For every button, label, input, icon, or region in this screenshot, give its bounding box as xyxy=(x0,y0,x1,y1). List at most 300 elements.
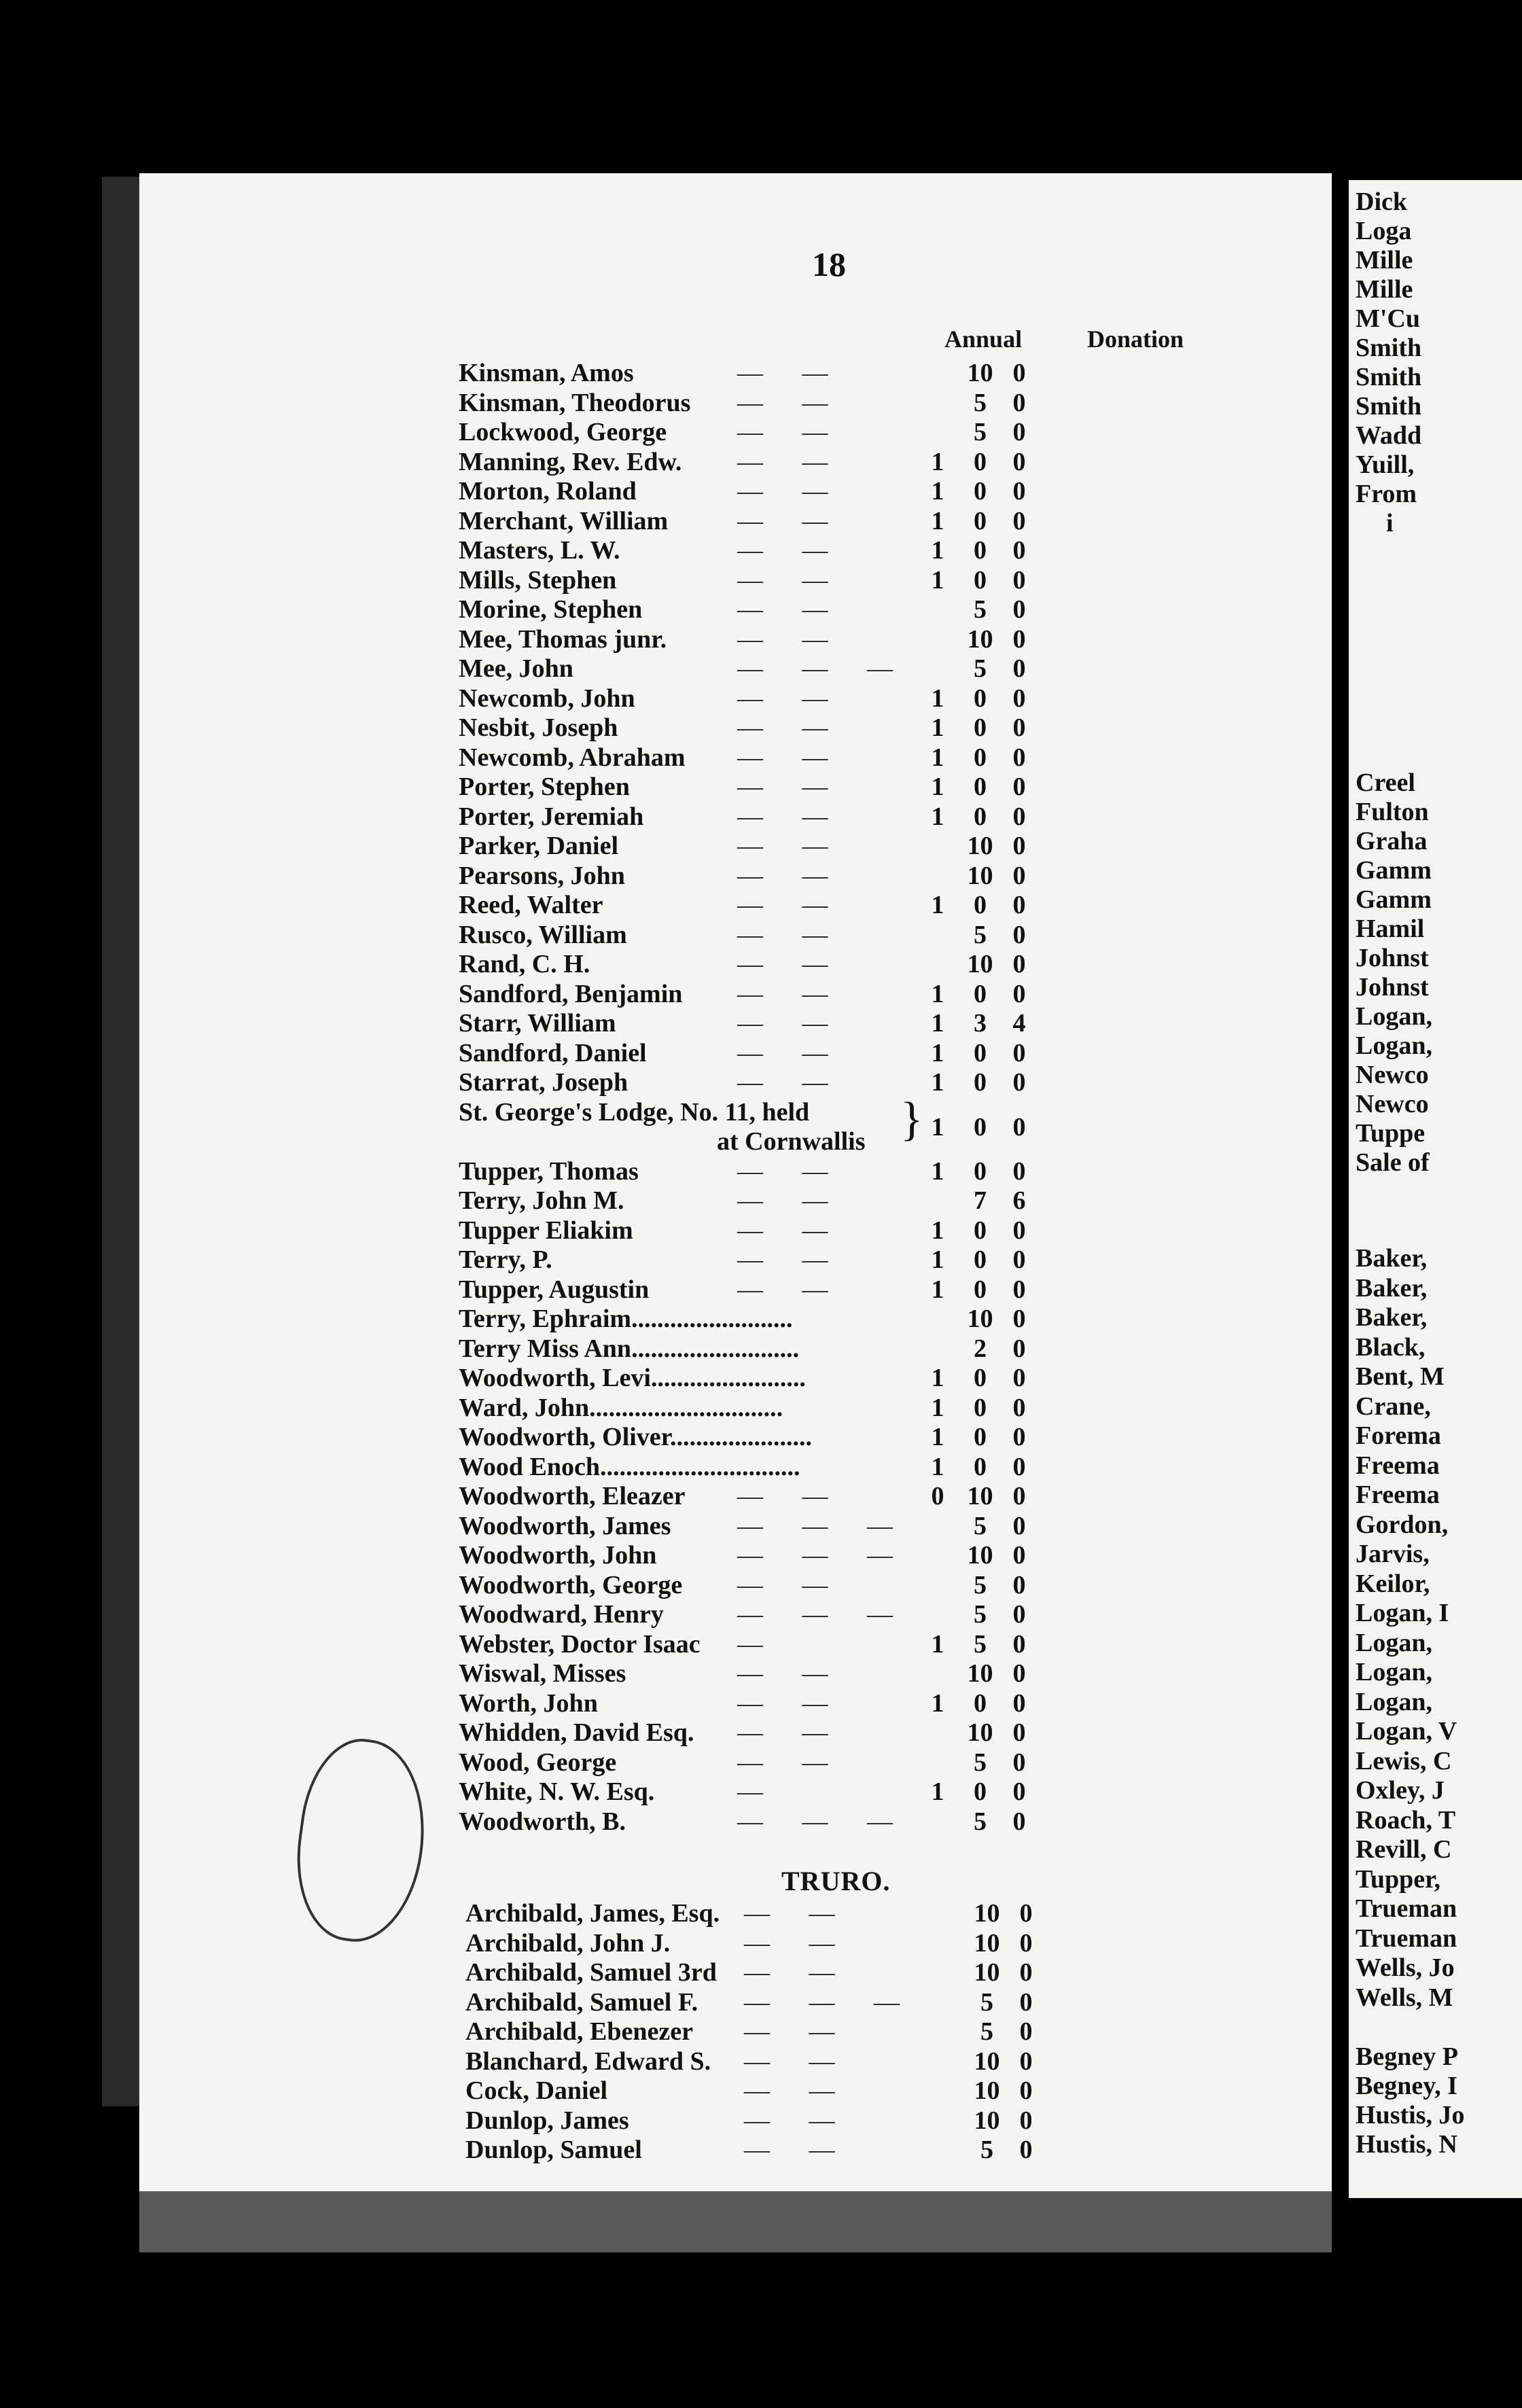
amount-pounds: 1 xyxy=(931,891,944,919)
right-page-entry: Baker, xyxy=(1356,1244,1428,1273)
right-page-fragment xyxy=(1349,180,1522,2198)
right-page-entry: Baker, xyxy=(1356,1273,1428,1303)
amount-pence: 0 xyxy=(1012,506,1026,535)
amount-pounds: 1 xyxy=(931,684,944,713)
subscriber-name: Newcomb, John xyxy=(459,684,635,713)
amount-shillings: 0 xyxy=(974,1038,987,1067)
subscriber-name: Whidden, David Esq. xyxy=(459,1718,694,1747)
right-page-entry: Hustis, N xyxy=(1356,2130,1457,2159)
page-bottom-shadow xyxy=(139,2191,1332,2252)
amount-pence: 0 xyxy=(1012,743,1026,772)
amount-shillings: 5 xyxy=(974,1748,987,1777)
subscriber-name: Sandford, Benjamin xyxy=(459,979,683,1008)
amount-pounds: 1 xyxy=(931,506,944,535)
amount-pence: 0 xyxy=(1012,1156,1026,1186)
subscriber-name: Archibald, Ebenezer xyxy=(465,2017,693,2046)
list-item xyxy=(459,1512,1240,1542)
amount-shillings: 10 xyxy=(967,861,993,890)
amount-pence: 0 xyxy=(1012,773,1026,801)
amount-pence: 0 xyxy=(1012,832,1026,860)
amount-shillings: 10 xyxy=(967,624,993,654)
list-item xyxy=(459,595,1240,625)
leader-dashes: — — — xyxy=(744,1987,916,2017)
leader-dashes: — — xyxy=(744,2076,851,2105)
right-page-entry: Trueman xyxy=(1356,1924,1457,1953)
amount-shillings: 0 xyxy=(974,536,987,565)
amount-pence: 0 xyxy=(1012,713,1026,742)
list-item xyxy=(459,1689,1240,1719)
amount-pence: 6 xyxy=(1012,1186,1026,1215)
amount-pence: 0 xyxy=(1012,565,1026,595)
amount-shillings: 0 xyxy=(974,979,987,1008)
amount-pounds: 1 xyxy=(931,1629,944,1659)
list-item xyxy=(465,1958,1247,1988)
subscriber-name: Terry Miss Ann.......................... xyxy=(459,1334,800,1363)
list-item xyxy=(459,1541,1240,1571)
leader-dashes: — — xyxy=(737,1009,845,1038)
amount-pence: 0 xyxy=(1012,891,1026,919)
amount-pounds: 1 xyxy=(931,1423,944,1451)
amount-shillings: 0 xyxy=(974,506,987,535)
amount-pounds: 1 xyxy=(931,979,944,1008)
right-page-entry: Freema xyxy=(1356,1481,1440,1509)
list-item xyxy=(459,1186,1240,1216)
right-page-entry: Logan, xyxy=(1356,1687,1432,1716)
subscriber-name: Lockwood, George xyxy=(459,418,667,446)
amount-shillings: 5 xyxy=(974,654,987,683)
amount-shillings: 0 xyxy=(974,1452,987,1481)
amount-pounds: 1 xyxy=(931,1364,944,1392)
subscriber-name: Cock, Daniel xyxy=(465,2076,607,2105)
donation-column-header: Donation xyxy=(1087,325,1184,353)
list-item xyxy=(459,1453,1240,1483)
amount-pounds: 1 xyxy=(931,1452,944,1481)
subscriber-list xyxy=(459,359,1240,1837)
right-page-entry: Logan, V xyxy=(1356,1717,1457,1746)
right-page-entry: Begney, I xyxy=(1356,2072,1457,2100)
amount-pence: 0 xyxy=(1012,1688,1026,1718)
leader-dashes: — xyxy=(737,1629,779,1659)
list-item xyxy=(459,684,1240,714)
right-page-entry: Gamm xyxy=(1356,856,1432,885)
leader-dashes: — — xyxy=(744,1958,851,1987)
subscriber-name: St. George's Lodge, No. 11, held xyxy=(459,1097,810,1127)
amount-pounds: 1 xyxy=(931,477,944,506)
leader-dashes: — — — xyxy=(737,1600,909,1629)
amount-shillings: 0 xyxy=(974,1156,987,1186)
amount-shillings: 10 xyxy=(974,2076,1000,2105)
amount-pence: 0 xyxy=(1019,2017,1033,2046)
subscriber-name: Sandford, Daniel xyxy=(459,1038,647,1067)
amount-pence: 0 xyxy=(1012,1364,1026,1392)
leader-dashes: — — xyxy=(737,359,845,387)
amount-pence: 0 xyxy=(1019,1928,1033,1958)
leader-dashes: — — xyxy=(737,1482,845,1510)
subscriber-name: Mills, Stephen xyxy=(459,565,617,595)
right-page-entry: Lewis, C xyxy=(1356,1746,1452,1775)
amount-shillings: 5 xyxy=(980,2017,993,2046)
right-page-entry: Wadd xyxy=(1356,421,1422,450)
leader-dashes: — — xyxy=(737,1275,845,1304)
subscriber-name: Woodworth, B. xyxy=(459,1807,626,1836)
leader-dashes: — — xyxy=(737,861,845,890)
leader-dashes: — — xyxy=(737,477,845,506)
subscriber-name: Dunlop, James xyxy=(465,2106,629,2135)
amount-pence: 0 xyxy=(1012,1777,1026,1806)
leader-dashes: — — — xyxy=(737,1511,909,1540)
list-item xyxy=(459,773,1240,802)
amount-shillings: 5 xyxy=(974,1600,987,1629)
right-page-entry: Gordon, xyxy=(1356,1510,1449,1539)
leader-dashes: — — xyxy=(737,1688,845,1718)
list-item xyxy=(459,389,1240,419)
right-page-entry: Roach, T xyxy=(1356,1805,1456,1835)
subscriber-name: Woodward, Henry xyxy=(459,1600,664,1629)
amount-pence: 0 xyxy=(1012,1718,1026,1747)
amount-pence: 0 xyxy=(1012,536,1026,565)
right-page-entry: Trueman xyxy=(1356,1894,1457,1923)
leader-dashes: — — xyxy=(744,2106,851,2135)
right-page-entry: Wells, Jo xyxy=(1356,1953,1455,1982)
right-page-entry: Crane, xyxy=(1356,1392,1431,1421)
right-page-entry: Wells, M xyxy=(1356,1983,1453,2012)
list-item xyxy=(459,1718,1240,1748)
leader-dashes: — — xyxy=(737,1038,845,1067)
list-item xyxy=(459,1068,1240,1098)
right-page-entry: Logan, xyxy=(1356,1658,1432,1686)
amount-pounds: 1 xyxy=(931,1068,944,1097)
right-page-entry: Johnst xyxy=(1356,944,1429,972)
amount-shillings: 10 xyxy=(967,1718,993,1747)
subscriber-name: Woodworth, James xyxy=(459,1511,671,1540)
leader-dashes: — — xyxy=(744,2017,851,2046)
amount-pence: 0 xyxy=(1012,1334,1026,1363)
amount-pence: 0 xyxy=(1012,1541,1026,1570)
amount-pence: 0 xyxy=(1012,1629,1026,1659)
list-item xyxy=(459,477,1240,507)
amount-shillings: 0 xyxy=(974,565,987,595)
leader-dashes: — — xyxy=(737,684,845,713)
list-item xyxy=(459,1600,1240,1630)
amount-shillings: 5 xyxy=(980,2136,993,2164)
amount-shillings: 0 xyxy=(974,1216,987,1245)
subscriber-name: Woodworth, Eleazer xyxy=(459,1482,686,1510)
subscriber-name: Tupper, Thomas xyxy=(459,1156,639,1186)
amount-pounds: 1 xyxy=(931,1112,944,1141)
subscriber-name: Ward, John.............................. xyxy=(459,1393,783,1422)
list-item xyxy=(459,1275,1240,1305)
amount-pence: 0 xyxy=(1012,950,1026,978)
amount-pence: 0 xyxy=(1019,2136,1033,2164)
subscriber-name: Merchant, William xyxy=(459,506,669,535)
subscriber-name: Webster, Doctor Isaac xyxy=(459,1629,701,1659)
right-page-entry: Dick xyxy=(1356,188,1407,216)
list-item xyxy=(459,1216,1240,1246)
amount-shillings: 5 xyxy=(974,418,987,446)
subscriber-name: Woodworth, John xyxy=(459,1541,657,1570)
amount-pence: 0 xyxy=(1012,447,1026,476)
list-item xyxy=(465,1988,1247,2018)
leader-dashes: — — xyxy=(744,2047,851,2076)
amount-pounds: 0 xyxy=(931,1482,944,1510)
right-page-entry: Sale of xyxy=(1356,1148,1430,1177)
amount-pence: 0 xyxy=(1012,1245,1026,1274)
leader-dashes: — — xyxy=(737,1156,845,1186)
amount-shillings: 5 xyxy=(974,1511,987,1540)
amount-pence: 0 xyxy=(1019,2106,1033,2135)
amount-pence: 0 xyxy=(1012,1570,1026,1599)
subscriber-name: Terry, John M. xyxy=(459,1186,624,1215)
list-item xyxy=(459,1807,1240,1837)
amount-shillings: 0 xyxy=(974,1364,987,1392)
amount-pence: 0 xyxy=(1012,1659,1026,1688)
list-item xyxy=(465,2047,1247,2077)
amount-shillings: 5 xyxy=(980,1987,993,2017)
amount-shillings: 0 xyxy=(974,743,987,772)
amount-pence: 4 xyxy=(1012,1009,1026,1038)
list-item xyxy=(459,862,1240,891)
leader-dashes: — — xyxy=(737,624,845,654)
leader-dashes: — — xyxy=(744,2136,851,2164)
subscriber-name: Rand, C. H. xyxy=(459,950,590,978)
amount-pence: 0 xyxy=(1012,595,1026,624)
leader-dashes: — — xyxy=(737,1748,845,1777)
amount-shillings: 0 xyxy=(974,1245,987,1274)
amount-shillings: 0 xyxy=(974,713,987,742)
amount-shillings: 10 xyxy=(967,950,993,978)
amount-pence: 0 xyxy=(1012,1112,1026,1141)
right-page-entry: Mille xyxy=(1356,246,1413,275)
amount-pounds: 1 xyxy=(931,743,944,772)
leader-dashes: — xyxy=(737,1777,779,1806)
right-page-entry: Hamil xyxy=(1356,915,1425,943)
amount-pounds: 1 xyxy=(931,1777,944,1806)
right-page-entry: Mille xyxy=(1356,275,1413,304)
amount-pounds: 1 xyxy=(931,713,944,742)
amount-pence: 0 xyxy=(1019,2047,1033,2076)
amount-shillings: 2 xyxy=(974,1334,987,1363)
leader-dashes: — — xyxy=(737,743,845,772)
subscriber-name: Archibald, James, Esq. xyxy=(465,1899,720,1928)
amount-shillings: 0 xyxy=(974,684,987,713)
amount-pence: 0 xyxy=(1012,1068,1026,1097)
amount-pence: 0 xyxy=(1012,1748,1026,1777)
list-item xyxy=(459,1394,1240,1423)
leader-dashes: — — xyxy=(737,979,845,1008)
amount-pence: 0 xyxy=(1012,1038,1026,1067)
subscriber-name: Woodworth, Levi........................ xyxy=(459,1364,806,1392)
leader-dashes: — — xyxy=(737,418,845,446)
amount-shillings: 0 xyxy=(974,1275,987,1304)
leader-dashes: — — — xyxy=(737,654,909,683)
amount-pence: 0 xyxy=(1012,1452,1026,1481)
right-page-entry: Logan, I xyxy=(1356,1599,1449,1627)
leader-dashes: — — xyxy=(737,1659,845,1688)
right-page-entry: From xyxy=(1356,480,1417,508)
amount-pence: 0 xyxy=(1012,1216,1026,1245)
leader-dashes: — — xyxy=(737,1068,845,1097)
amount-shillings: 10 xyxy=(974,2106,1000,2135)
list-item xyxy=(459,1659,1240,1689)
list-item xyxy=(459,1482,1240,1512)
amount-pounds: 1 xyxy=(931,447,944,476)
brace-mark: } xyxy=(900,1093,923,1146)
amount-pounds: 1 xyxy=(931,773,944,801)
list-item xyxy=(459,891,1240,921)
subscriber-name: Rusco, William xyxy=(459,920,627,949)
leader-dashes: — — — xyxy=(737,1541,909,1570)
right-page-entry: Forema xyxy=(1356,1421,1441,1450)
amount-pence: 0 xyxy=(1012,1482,1026,1510)
subscriber-name: White, N. W. Esq. xyxy=(459,1777,655,1806)
list-item xyxy=(459,536,1240,566)
subscriber-name: Morton, Roland xyxy=(459,477,637,506)
right-page-entry: Begney P xyxy=(1356,2042,1458,2071)
subscriber-name: Tupper, Augustin xyxy=(459,1275,650,1304)
subscriber-name: Reed, Walter xyxy=(459,891,603,919)
amount-shillings: 3 xyxy=(974,1009,987,1038)
list-item xyxy=(459,743,1240,773)
subscriber-name: Terry, P. xyxy=(459,1245,552,1274)
subscriber-name: Mee, John xyxy=(459,654,573,683)
subscriber-name: Kinsman, Theodorus xyxy=(459,388,691,417)
amount-pounds: 1 xyxy=(931,536,944,565)
subscriber-name: Morine, Stephen xyxy=(459,595,643,624)
amount-pence: 0 xyxy=(1012,861,1026,890)
amount-shillings: 0 xyxy=(974,1423,987,1451)
amount-pence: 0 xyxy=(1012,418,1026,446)
amount-pence: 0 xyxy=(1012,477,1026,506)
subscriber-name: Newcomb, Abraham xyxy=(459,743,686,772)
amount-shillings: 5 xyxy=(974,388,987,417)
right-page-entry: Tupper, xyxy=(1356,1864,1441,1894)
leader-dashes: — — xyxy=(737,1245,845,1274)
amount-pence: 0 xyxy=(1012,1600,1026,1629)
list-item xyxy=(459,921,1240,951)
amount-pence: 0 xyxy=(1019,1958,1033,1987)
subscriber-name: Pearsons, John xyxy=(459,861,625,890)
subscriber-name: Porter, Stephen xyxy=(459,773,630,801)
amount-shillings: 7 xyxy=(974,1186,987,1215)
leader-dashes: — — xyxy=(737,950,845,978)
amount-pence: 0 xyxy=(1012,1807,1026,1836)
right-page-entry: Hustis, Jo xyxy=(1356,2101,1465,2129)
right-page-entry: Logan, xyxy=(1356,1002,1432,1031)
amount-pence: 0 xyxy=(1012,1511,1026,1540)
right-page-entry: Oxley, J xyxy=(1356,1776,1445,1805)
amount-pence: 0 xyxy=(1012,388,1026,417)
leader-dashes: — — xyxy=(737,1216,845,1245)
right-page-entry: Jarvis, xyxy=(1356,1540,1430,1568)
amount-shillings: 10 xyxy=(974,1928,1000,1958)
right-page-entry: Keilor, xyxy=(1356,1569,1430,1598)
truro-section-title: TRURO. xyxy=(781,1866,891,1896)
right-page-entry: Newco xyxy=(1356,1061,1429,1089)
right-page-entry: Freema xyxy=(1356,1451,1440,1480)
amount-pence: 0 xyxy=(1012,1305,1026,1333)
leader-dashes: — — xyxy=(737,920,845,949)
list-item xyxy=(459,1364,1240,1394)
list-item xyxy=(459,713,1240,743)
list-item xyxy=(459,1777,1240,1807)
subscriber-name: Masters, L. W. xyxy=(459,536,620,565)
list-item xyxy=(465,2076,1247,2106)
amount-pounds: 1 xyxy=(931,1688,944,1718)
right-page-entry: Newco xyxy=(1356,1090,1429,1118)
amount-pence: 0 xyxy=(1012,359,1026,387)
amount-shillings: 0 xyxy=(974,802,987,831)
amount-pence: 0 xyxy=(1019,2076,1033,2105)
leader-dashes: — — xyxy=(737,832,845,860)
list-item xyxy=(459,1423,1240,1453)
amount-shillings: 5 xyxy=(974,1629,987,1659)
amount-shillings: 10 xyxy=(967,359,993,387)
list-item xyxy=(459,1630,1240,1660)
amount-shillings: 10 xyxy=(967,1659,993,1688)
subscriber-name: Parker, Daniel xyxy=(459,832,619,860)
amount-shillings: 10 xyxy=(974,1899,1000,1928)
list-item xyxy=(459,1748,1240,1778)
list-item xyxy=(459,802,1240,832)
right-page-entry: Smith xyxy=(1356,334,1422,362)
subscriber-name: Wood Enoch............................... xyxy=(459,1452,800,1481)
subscriber-name: Porter, Jeremiah xyxy=(459,802,644,831)
amount-shillings: 10 xyxy=(974,1958,1000,1987)
list-item xyxy=(459,654,1240,684)
amount-shillings: 10 xyxy=(967,832,993,860)
leader-dashes: — — xyxy=(737,773,845,801)
subscriber-name: Dunlop, Samuel xyxy=(465,2136,642,2164)
subscriber-name: Nesbit, Joseph xyxy=(459,713,618,742)
subscriber-name: Wiswal, Misses xyxy=(459,1659,626,1688)
amount-shillings: 5 xyxy=(974,920,987,949)
subscriber-name: Woodworth, Oliver...................... xyxy=(459,1423,813,1451)
leader-dashes: — — xyxy=(737,891,845,919)
right-page-entry: Yuill, xyxy=(1356,450,1415,479)
amount-pence: 0 xyxy=(1012,1275,1026,1304)
amount-pounds: 1 xyxy=(931,802,944,831)
amount-pence: 0 xyxy=(1012,1423,1026,1451)
subscriber-name: Kinsman, Amos xyxy=(459,359,634,387)
amount-shillings: 0 xyxy=(974,1393,987,1422)
right-page-entry: Creel xyxy=(1356,768,1415,797)
list-item xyxy=(459,980,1240,1010)
list-item xyxy=(459,418,1240,448)
leader-dashes: — — xyxy=(737,1186,845,1215)
amount-shillings: 10 xyxy=(967,1482,993,1510)
leader-dashes: — — xyxy=(737,713,845,742)
page-number: 18 xyxy=(812,245,846,283)
list-item xyxy=(465,1929,1247,1959)
list-item xyxy=(459,1009,1240,1039)
subscriber-name: Worth, John xyxy=(459,1688,598,1718)
amount-shillings: 0 xyxy=(974,1068,987,1097)
right-page-entry: Bent, M xyxy=(1356,1362,1445,1391)
list-item xyxy=(459,507,1240,537)
amount-shillings: 5 xyxy=(974,1570,987,1599)
leader-dashes: — — xyxy=(737,506,845,535)
amount-pounds: 1 xyxy=(931,1275,944,1304)
amount-shillings: 0 xyxy=(974,1777,987,1806)
subscriber-name: Wood, George xyxy=(459,1748,617,1777)
subscriber-name: Mee, Thomas junr. xyxy=(459,624,667,654)
leader-dashes: — — xyxy=(737,388,845,417)
subscriber-name: Manning, Rev. Edw. xyxy=(459,447,682,476)
amount-shillings: 5 xyxy=(974,1807,987,1836)
right-page-entry: Logan, xyxy=(1356,1031,1432,1060)
list-item xyxy=(459,1245,1240,1275)
amount-pounds: 1 xyxy=(931,1009,944,1038)
